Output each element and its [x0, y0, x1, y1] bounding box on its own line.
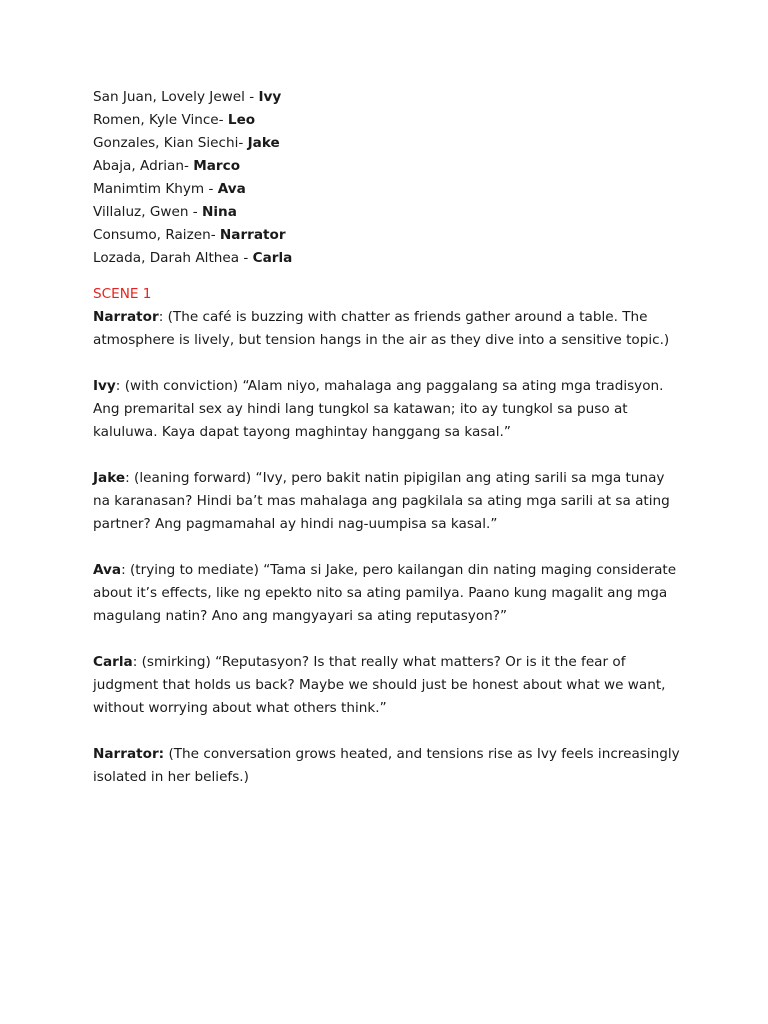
actor-name: Manimtim Khym -: [93, 181, 218, 197]
cast-entry: [93, 224, 683, 247]
dialogue-text: (The café is buzzing with chatter as friends gather around a table. The atmosphere is lively, but tension hangs in the air as they dive into a sensitive topic.): [93, 309, 670, 348]
cast-entry: [93, 86, 683, 109]
speaker-name: Jake: [93, 470, 126, 486]
dialogue-text: (trying to mediate) “Tama si Jake, pero kailangan din nating maging considerate about it’s effects, like ng epekto nito sa ating pamilya. Paano kung magalit ang mga magulang natin? Ano ang mangyayari sa ating reputasyon?”: [93, 562, 677, 624]
speaker-name: Narrator:: [93, 746, 165, 762]
script-document: [93, 86, 683, 812]
cast-list: [93, 86, 683, 270]
dialogue-line: [93, 375, 683, 444]
character-role: Narrator: [219, 227, 286, 243]
character-role: Jake: [247, 135, 280, 151]
character-role: Carla: [252, 250, 293, 266]
dialogue-line: [93, 651, 683, 720]
speaker-separator: :: [121, 562, 130, 578]
speaker-name: Carla: [93, 654, 133, 670]
character-role: Ava: [217, 181, 246, 197]
actor-name: San Juan, Lovely Jewel -: [93, 89, 259, 105]
dialogue-line: [93, 559, 683, 628]
cast-entry: [93, 155, 683, 178]
character-role: Nina: [202, 204, 237, 220]
character-role: Ivy: [258, 89, 282, 105]
cast-entry: [93, 201, 683, 224]
speaker-name: Narrator: [93, 309, 159, 325]
actor-name: Gonzales, Kian Siechi-: [93, 135, 248, 151]
character-role: Leo: [227, 112, 256, 128]
speaker-separator: :: [132, 654, 142, 670]
dialogue-line: [93, 306, 683, 352]
cast-entry: [93, 247, 683, 270]
character-role: Marco: [193, 158, 241, 174]
dialogue-text: (leaning forward) “Ivy, pero bakit natin pipigilan ang ating sarili sa mga tunay na karanasan? Hindi ba’t mas mahalaga ang pagkilala sa ating mga sarili at sa ating partner? Ang pagmamahal ay hindi nag-uumpisa sa kasal.”: [93, 470, 670, 532]
actor-name: Lozada, Darah Althea -: [93, 250, 253, 266]
speaker-name: Ivy: [93, 378, 116, 394]
speaker-separator: :: [115, 378, 125, 394]
actor-name: Romen, Kyle Vince-: [93, 112, 228, 128]
speaker-separator: :: [158, 309, 168, 325]
cast-entry: [93, 178, 683, 201]
actor-name: Consumo, Raizen-: [93, 227, 220, 243]
dialogue-line: [93, 467, 683, 536]
dialogue-text: (smirking) “Reputasyon? Is that really what matters? Or is it the fear of judgment that holds us back? Maybe we should just be honest about what we want, without worrying about what others think.”: [93, 654, 666, 716]
actor-name: Abaja, Adrian-: [93, 158, 194, 174]
scene-body: [93, 306, 683, 789]
speaker-name: Ava: [93, 562, 122, 578]
cast-entry: [93, 109, 683, 132]
dialogue-text: (with conviction) “Alam niyo, mahalaga ang paggalang sa ating mga tradisyon. Ang premarital sex ay hindi lang tungkol sa katawan; ito ay tungkol sa puso at kaluluwa. Kaya dapat tayong maghintay hanggang sa kasal.”: [93, 378, 664, 440]
cast-entry: [93, 132, 683, 155]
dialogue-text: (The conversation grows heated, and tensions rise as Ivy feels increasingly isolated in her beliefs.): [93, 746, 680, 785]
dialogue-line: [93, 743, 683, 789]
actor-name: Villaluz, Gwen -: [93, 204, 203, 220]
speaker-separator: :: [125, 470, 135, 486]
scene-heading: SCENE 1: [93, 286, 152, 302]
